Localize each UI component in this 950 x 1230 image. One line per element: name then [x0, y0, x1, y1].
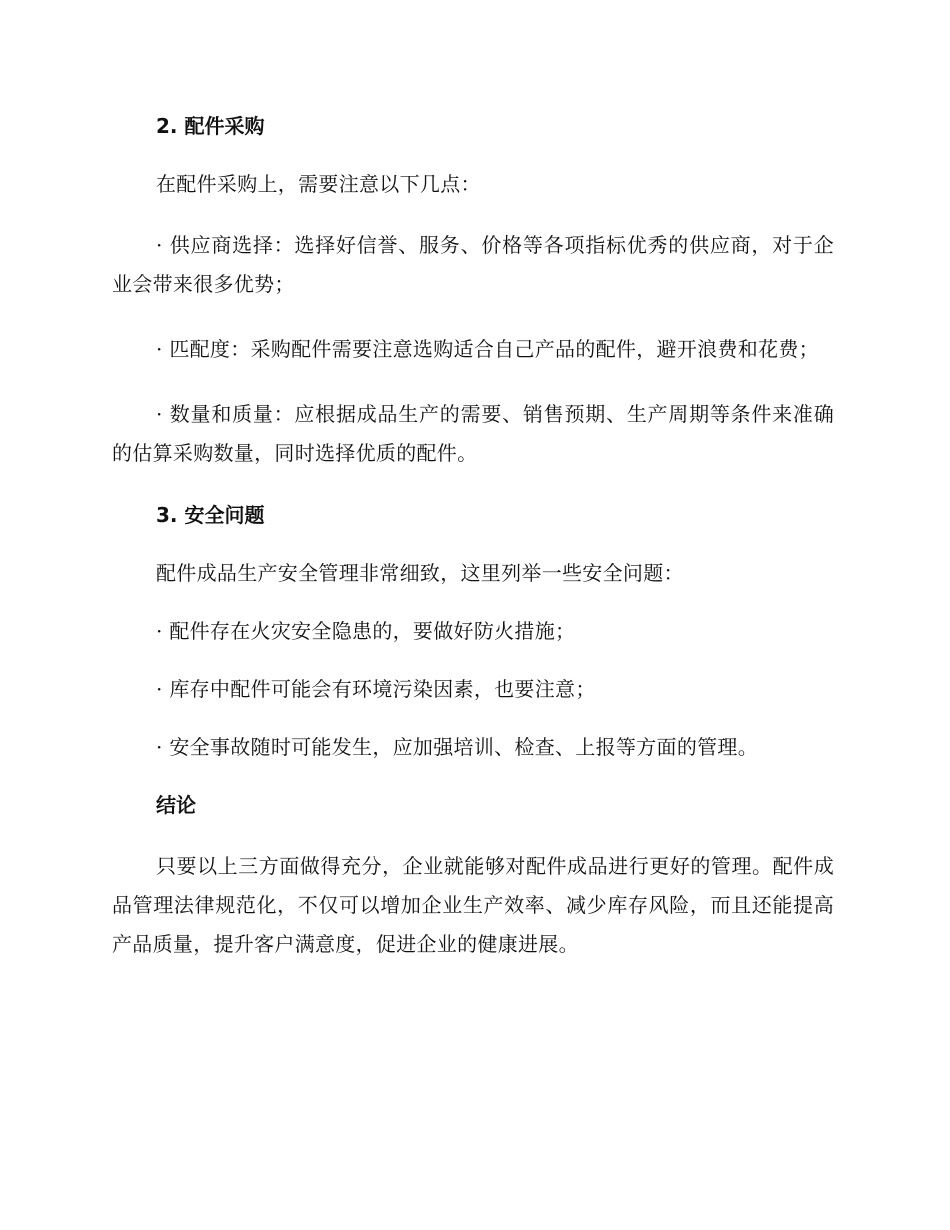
- conclusion-text: 只要以上三方面做得充分，企业就能够对配件成品进行更好的管理。配件成品管理法律规范化，不仅可以增加企业生产效率、减少库存风险，而且还能提高产品质量，提升客户满意度，促进企业的健康进展。: [112, 854, 834, 956]
- bullet-item: · 库存中配件可能会有环境污染因素，也要注意；: [156, 677, 596, 701]
- section-heading: 3. 安全问题: [156, 503, 265, 527]
- document-body: [112, 110, 834, 990]
- section-safety: [112, 499, 834, 763]
- section-conclusion: [112, 789, 834, 964]
- bullet-item: · 配件存在火灾安全隐患的，要做好防火措施；: [156, 619, 576, 643]
- section-heading: 2. 配件采购: [156, 114, 265, 138]
- section-intro: 配件成品生产安全管理非常细致，这里列举一些安全问题：: [156, 561, 684, 585]
- bullet-item: · 匹配度：采购配件需要注意选购适合自己产品的配件，避开浪费和花费；: [156, 337, 819, 361]
- bullet-item: · 供应商选择：选择好信誉、服务、价格等各项指标优秀的供应商，对于企业会带来很多优势；: [112, 233, 834, 296]
- bullet-item: · 数量和质量：应根据成品生产的需要、销售预期、生产周期等条件来准确的估算采购数量，同时选择优质的配件。: [112, 402, 834, 465]
- section-procurement: [112, 110, 834, 473]
- bullet-item: · 安全事故随时可能发生，应加强培训、检查、上报等方面的管理。: [156, 735, 759, 759]
- conclusion-heading: 结论: [156, 793, 196, 817]
- section-intro: 在配件采购上，需要注意以下几点：: [156, 172, 481, 196]
